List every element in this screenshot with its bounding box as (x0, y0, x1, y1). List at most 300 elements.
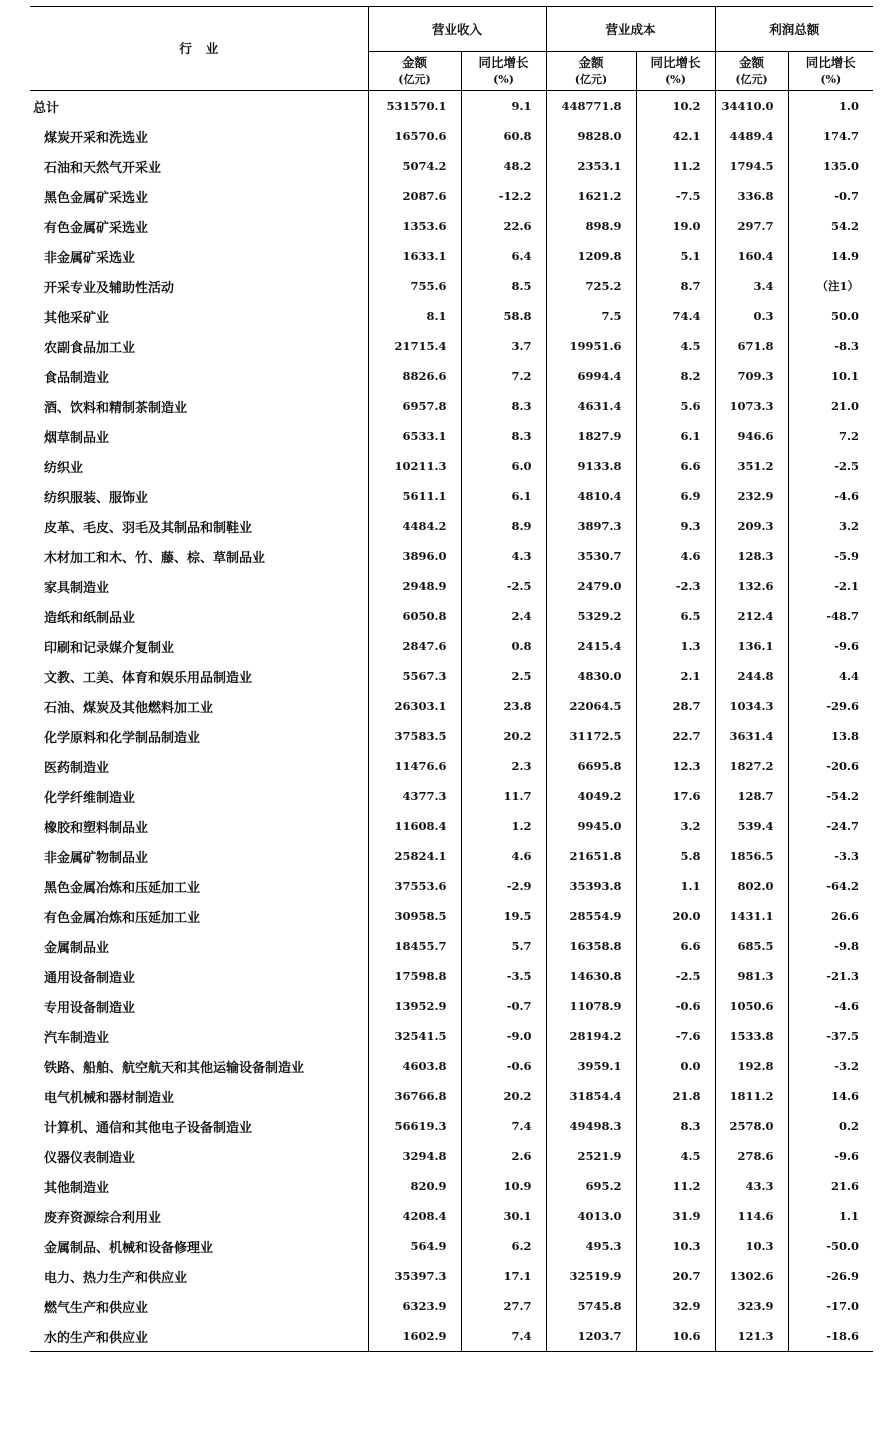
profit-amount-cell: 121.3 (715, 1321, 788, 1352)
table-row (30, 691, 873, 721)
cost-amount-cell: 2353.1 (546, 151, 636, 181)
profit-growth-cell: -26.9 (788, 1261, 873, 1291)
cost-growth-cell: 9.3 (636, 511, 715, 541)
revenue-amount-cell: 564.9 (368, 1231, 461, 1261)
industry-name-cell: 石油、煤炭及其他燃料加工业 (44, 700, 214, 716)
profit-growth-cell: 21.0 (788, 391, 873, 421)
cost-growth-cell: 10.2 (636, 91, 715, 122)
cost-amount-cell: 4830.0 (546, 661, 636, 691)
cost-amount-cell: 1621.2 (546, 181, 636, 211)
revenue-amount-cell: 2087.6 (368, 181, 461, 211)
cost-amount-cell: 5329.2 (546, 601, 636, 631)
profit-growth-cell: 54.2 (788, 211, 873, 241)
revenue-amount-cell: 1353.6 (368, 211, 461, 241)
revenue-amount-cell: 37553.6 (368, 871, 461, 901)
revenue-growth-cell: 7.2 (461, 361, 546, 391)
revenue-amount-cell: 2847.6 (368, 631, 461, 661)
cost-growth-cell: 6.1 (636, 421, 715, 451)
industry-name-cell: 文教、工美、体育和娱乐用品制造业 (44, 670, 253, 686)
profit-group-header: 利润总额 (715, 7, 873, 52)
cost-amount-cell: 2415.4 (546, 631, 636, 661)
revenue-growth-cell: 20.2 (461, 1081, 546, 1111)
profit-growth-cell: 0.2 (788, 1111, 873, 1141)
revenue-growth-cell: 6.1 (461, 481, 546, 511)
cost-amount-cell: 2479.0 (546, 571, 636, 601)
table-row (30, 811, 873, 841)
revenue-growth-cell: 0.8 (461, 631, 546, 661)
revenue-growth-cell: -0.7 (461, 991, 546, 1021)
profit-growth-cell: 26.6 (788, 901, 873, 931)
cost-amount-cell: 3530.7 (546, 541, 636, 571)
revenue-amount-cell: 4484.2 (368, 511, 461, 541)
cost-growth-cell: 6.9 (636, 481, 715, 511)
table-row (30, 841, 873, 871)
profit-amount-cell: 114.6 (715, 1201, 788, 1231)
cost-growth-cell: 4.5 (636, 1141, 715, 1171)
industry-name-cell: 铁路、船舶、航空航天和其他运输设备制造业 (44, 1060, 305, 1076)
profit-amount-cell: 3631.4 (715, 721, 788, 751)
industry-name-cell: 水的生产和供应业 (30, 1321, 368, 1352)
revenue-growth-header: 同比增长 (%) (461, 52, 546, 91)
revenue-growth-cell: 1.2 (461, 811, 546, 841)
table-row (30, 1021, 873, 1051)
profit-growth-cell: 14.9 (788, 241, 873, 271)
industry-name-cell: 纺织业 (44, 460, 84, 476)
cost-amount-cell: 21651.8 (546, 841, 636, 871)
profit-amount-cell: 1302.6 (715, 1261, 788, 1291)
industry-name-cell: 非金属矿采选业 (44, 250, 136, 266)
profit-growth-cell: 13.8 (788, 721, 873, 751)
profit-amount-cell: 132.6 (715, 571, 788, 601)
revenue-amount-cell: 5611.1 (368, 481, 461, 511)
cost-amount-cell: 495.3 (546, 1231, 636, 1261)
cost-amount-cell: 448771.8 (546, 91, 636, 122)
cost-growth-cell: 8.2 (636, 361, 715, 391)
profit-amount-header: 金额 (亿元) (715, 52, 788, 91)
profit-amount-cell: 1827.2 (715, 751, 788, 781)
industry-name-cell: 纺织服装、服饰业 (44, 490, 149, 506)
table-row (30, 511, 873, 541)
header-row-groups (30, 7, 873, 52)
revenue-growth-cell: 8.3 (461, 421, 546, 451)
industry-name-cell: 总计 (33, 100, 60, 116)
profit-growth-cell: 3.2 (788, 511, 873, 541)
cost-amount-cell: 9828.0 (546, 121, 636, 151)
profit-growth-cell: -9.6 (788, 1141, 873, 1171)
revenue-growth-cell: 17.1 (461, 1261, 546, 1291)
cost-growth-cell: 3.2 (636, 811, 715, 841)
industry-name-cell: 开采专业及辅助性活动 (44, 280, 175, 296)
profit-amount-cell: 1856.5 (715, 841, 788, 871)
revenue-amount-cell: 3896.0 (368, 541, 461, 571)
table-row (30, 391, 873, 421)
profit-amount-cell: 297.7 (715, 211, 788, 241)
revenue-amount-cell: 4603.8 (368, 1051, 461, 1081)
cost-amount-cell: 4810.4 (546, 481, 636, 511)
table-row (30, 181, 873, 211)
profit-growth-cell: -9.8 (788, 931, 873, 961)
industry-name-cell: 金属制品业 (44, 940, 110, 956)
profit-growth-cell: -4.6 (788, 991, 873, 1021)
cost-amount-cell: 35393.8 (546, 871, 636, 901)
table-body (30, 91, 873, 1352)
cost-growth-cell: 5.6 (636, 391, 715, 421)
industry-name-cell: 印刷和记录媒介复制业 (44, 640, 175, 656)
cost-growth-cell: 31.9 (636, 1201, 715, 1231)
cost-growth-cell: 10.3 (636, 1231, 715, 1261)
industry-name-cell: 木材加工和木、竹、藤、棕、草制品业 (44, 550, 266, 566)
cost-growth-cell: 1.1 (636, 871, 715, 901)
table-row (30, 1201, 873, 1231)
table-row (30, 271, 873, 301)
profit-amount-cell: 34410.0 (715, 91, 788, 122)
profit-growth-cell: 50.0 (788, 301, 873, 331)
cost-growth-cell: -0.6 (636, 991, 715, 1021)
cost-amount-cell: 2521.9 (546, 1141, 636, 1171)
industry-name-cell: 农副食品加工业 (44, 340, 136, 356)
revenue-growth-cell: 7.4 (461, 1111, 546, 1141)
revenue-growth-cell: 2.6 (461, 1141, 546, 1171)
profit-amount-cell: 685.5 (715, 931, 788, 961)
industry-name-cell: 废弃资源综合利用业 (44, 1210, 162, 1226)
cost-growth-cell: 1.3 (636, 631, 715, 661)
revenue-growth-cell: 20.2 (461, 721, 546, 751)
profit-amount-cell: 232.9 (715, 481, 788, 511)
profit-growth-cell: （注1） (788, 271, 873, 301)
cost-growth-cell: 11.2 (636, 151, 715, 181)
profit-amount-cell: 1073.3 (715, 391, 788, 421)
revenue-growth-cell: 60.8 (461, 121, 546, 151)
revenue-amount-cell: 4208.4 (368, 1201, 461, 1231)
revenue-growth-cell: 7.4 (461, 1321, 546, 1352)
table-row (30, 541, 873, 571)
cost-growth-cell: 8.3 (636, 1111, 715, 1141)
profit-amount-cell: 1431.1 (715, 901, 788, 931)
table-row (30, 631, 873, 661)
cost-amount-cell: 9133.8 (546, 451, 636, 481)
revenue-amount-cell: 21715.4 (368, 331, 461, 361)
profit-growth-cell: 1.1 (788, 1201, 873, 1231)
cost-amount-cell: 31854.4 (546, 1081, 636, 1111)
profit-amount-cell: 128.3 (715, 541, 788, 571)
table-row (30, 571, 873, 601)
profit-amount-cell: 1050.6 (715, 991, 788, 1021)
profit-growth-cell: 7.2 (788, 421, 873, 451)
profit-amount-cell: 2578.0 (715, 1111, 788, 1141)
profit-amount-cell: 1034.3 (715, 691, 788, 721)
cost-growth-cell: 20.0 (636, 901, 715, 931)
profit-growth-cell: -37.5 (788, 1021, 873, 1051)
profit-amount-cell: 136.1 (715, 631, 788, 661)
cost-growth-cell: 21.8 (636, 1081, 715, 1111)
cost-growth-header: 同比增长 (%) (636, 52, 715, 91)
cost-growth-cell: 10.6 (636, 1321, 715, 1352)
table-row (30, 1141, 873, 1171)
revenue-growth-cell: -0.6 (461, 1051, 546, 1081)
cost-amount-cell: 898.9 (546, 211, 636, 241)
industry-name-cell: 专用设备制造业 (44, 1000, 136, 1016)
profit-amount-cell: 323.9 (715, 1291, 788, 1321)
cost-amount-cell: 4631.4 (546, 391, 636, 421)
industry-statistics-table (30, 6, 873, 1352)
revenue-amount-cell: 56619.3 (368, 1111, 461, 1141)
revenue-amount-cell: 6323.9 (368, 1291, 461, 1321)
revenue-amount-cell: 5567.3 (368, 661, 461, 691)
revenue-growth-cell: 48.2 (461, 151, 546, 181)
cost-growth-cell: 20.7 (636, 1261, 715, 1291)
revenue-growth-cell: -12.2 (461, 181, 546, 211)
revenue-amount-cell: 3294.8 (368, 1141, 461, 1171)
cost-growth-cell: -7.6 (636, 1021, 715, 1051)
cost-amount-cell: 1209.8 (546, 241, 636, 271)
profit-growth-cell: -54.2 (788, 781, 873, 811)
cost-growth-cell: 74.4 (636, 301, 715, 331)
profit-growth-cell: -50.0 (788, 1231, 873, 1261)
revenue-growth-cell: 23.8 (461, 691, 546, 721)
revenue-growth-cell: 8.9 (461, 511, 546, 541)
cost-growth-cell: 0.0 (636, 1051, 715, 1081)
industry-name-cell: 电气机械和器材制造业 (44, 1090, 175, 1106)
cost-growth-cell: 32.9 (636, 1291, 715, 1321)
revenue-amount-cell: 25824.1 (368, 841, 461, 871)
cost-growth-cell: 8.7 (636, 271, 715, 301)
profit-growth-cell: 14.6 (788, 1081, 873, 1111)
cost-amount-cell: 6994.4 (546, 361, 636, 391)
revenue-growth-cell: -2.9 (461, 871, 546, 901)
revenue-growth-cell: 10.9 (461, 1171, 546, 1201)
cost-growth-cell: 28.7 (636, 691, 715, 721)
cost-amount-cell: 14630.8 (546, 961, 636, 991)
profit-amount-cell: 4489.4 (715, 121, 788, 151)
profit-amount-cell: 946.6 (715, 421, 788, 451)
revenue-amount-cell: 531570.1 (368, 91, 461, 122)
cost-growth-cell: 5.8 (636, 841, 715, 871)
cost-amount-header: 金额 (亿元) (546, 52, 636, 91)
table-row (30, 451, 873, 481)
revenue-growth-cell: 5.7 (461, 931, 546, 961)
revenue-growth-cell: 9.1 (461, 91, 546, 122)
table-row (30, 211, 873, 241)
cost-amount-cell: 32519.9 (546, 1261, 636, 1291)
industry-name-cell: 黑色金属矿采选业 (44, 190, 149, 206)
revenue-growth-cell: 2.3 (461, 751, 546, 781)
cost-growth-cell: 5.1 (636, 241, 715, 271)
cost-growth-cell: -2.3 (636, 571, 715, 601)
revenue-amount-cell: 755.6 (368, 271, 461, 301)
cost-amount-cell: 695.2 (546, 1171, 636, 1201)
revenue-growth-cell: 6.2 (461, 1231, 546, 1261)
revenue-amount-cell: 6050.8 (368, 601, 461, 631)
cost-amount-cell: 16358.8 (546, 931, 636, 961)
profit-amount-cell: 336.8 (715, 181, 788, 211)
industry-name-cell: 医药制造业 (44, 760, 110, 776)
cost-growth-cell: 4.6 (636, 541, 715, 571)
revenue-growth-cell: 4.3 (461, 541, 546, 571)
table-row (30, 601, 873, 631)
profit-growth-cell: -64.2 (788, 871, 873, 901)
profit-growth-cell: -3.3 (788, 841, 873, 871)
cost-amount-cell: 6695.8 (546, 751, 636, 781)
cost-growth-cell: 6.6 (636, 451, 715, 481)
cost-amount-cell: 725.2 (546, 271, 636, 301)
table-row (30, 871, 873, 901)
revenue-group-header: 营业收入 (368, 7, 546, 52)
profit-growth-cell: -2.5 (788, 451, 873, 481)
profit-growth-cell: -18.6 (788, 1321, 873, 1352)
cost-amount-cell: 49498.3 (546, 1111, 636, 1141)
cost-amount-cell: 1203.7 (546, 1321, 636, 1352)
revenue-amount-cell: 35397.3 (368, 1261, 461, 1291)
table-row (30, 1321, 873, 1352)
cost-amount-cell: 28194.2 (546, 1021, 636, 1051)
revenue-amount-cell: 8.1 (368, 301, 461, 331)
revenue-amount-cell: 26303.1 (368, 691, 461, 721)
cost-amount-cell: 31172.5 (546, 721, 636, 751)
profit-amount-cell: 160.4 (715, 241, 788, 271)
profit-growth-cell: 21.6 (788, 1171, 873, 1201)
profit-amount-cell: 1533.8 (715, 1021, 788, 1051)
cost-amount-cell: 1827.9 (546, 421, 636, 451)
revenue-amount-cell: 5074.2 (368, 151, 461, 181)
revenue-amount-cell: 11608.4 (368, 811, 461, 841)
industry-name-cell: 家具制造业 (44, 580, 110, 596)
table-row (30, 961, 873, 991)
revenue-growth-cell: 4.6 (461, 841, 546, 871)
cost-growth-cell: 11.2 (636, 1171, 715, 1201)
revenue-amount-cell: 13952.9 (368, 991, 461, 1021)
revenue-growth-cell: -3.5 (461, 961, 546, 991)
table-row (30, 751, 873, 781)
revenue-amount-cell: 2948.9 (368, 571, 461, 601)
table-row (30, 661, 873, 691)
revenue-amount-cell: 6957.8 (368, 391, 461, 421)
revenue-growth-cell: 8.3 (461, 391, 546, 421)
revenue-amount-cell: 32541.5 (368, 1021, 461, 1051)
table-row (30, 1291, 873, 1321)
profit-growth-cell: -5.9 (788, 541, 873, 571)
revenue-amount-cell: 11476.6 (368, 751, 461, 781)
revenue-amount-cell: 37583.5 (368, 721, 461, 751)
industry-name-cell: 汽车制造业 (44, 1030, 110, 1046)
industry-header: 行业 (30, 7, 368, 91)
total-row (30, 91, 873, 122)
cost-amount-cell: 7.5 (546, 301, 636, 331)
revenue-amount-cell: 8826.6 (368, 361, 461, 391)
profit-amount-cell: 43.3 (715, 1171, 788, 1201)
profit-growth-cell: 135.0 (788, 151, 873, 181)
cost-amount-cell: 22064.5 (546, 691, 636, 721)
profit-growth-header: 同比增长 (%) (788, 52, 873, 91)
profit-amount-cell: 10.3 (715, 1231, 788, 1261)
industry-statistics-table-wrapper (30, 6, 873, 1352)
revenue-growth-cell: 30.1 (461, 1201, 546, 1231)
table-row (30, 361, 873, 391)
profit-growth-cell: -2.1 (788, 571, 873, 601)
industry-name-cell: 化学纤维制造业 (44, 790, 136, 806)
profit-growth-cell: -9.6 (788, 631, 873, 661)
profit-amount-cell: 209.3 (715, 511, 788, 541)
profit-growth-cell: -0.7 (788, 181, 873, 211)
profit-amount-cell: 1811.2 (715, 1081, 788, 1111)
table-row (30, 1231, 873, 1261)
revenue-growth-cell: 3.7 (461, 331, 546, 361)
cost-amount-cell: 4013.0 (546, 1201, 636, 1231)
cost-growth-cell: 2.1 (636, 661, 715, 691)
profit-amount-cell: 709.3 (715, 361, 788, 391)
industry-name-cell: 通用设备制造业 (44, 970, 136, 986)
revenue-growth-cell: 2.4 (461, 601, 546, 631)
table-row (30, 1171, 873, 1201)
cost-amount-cell: 3959.1 (546, 1051, 636, 1081)
cost-growth-cell: 22.7 (636, 721, 715, 751)
revenue-growth-cell: 58.8 (461, 301, 546, 331)
cost-growth-cell: 4.5 (636, 331, 715, 361)
profit-amount-cell: 278.6 (715, 1141, 788, 1171)
revenue-growth-cell: 27.7 (461, 1291, 546, 1321)
profit-amount-cell: 539.4 (715, 811, 788, 841)
table-row (30, 331, 873, 361)
profit-growth-cell: 1.0 (788, 91, 873, 122)
industry-name-cell: 酒、饮料和精制茶制造业 (44, 400, 188, 416)
revenue-amount-cell: 1602.9 (368, 1321, 461, 1352)
profit-amount-cell: 212.4 (715, 601, 788, 631)
revenue-amount-cell: 30958.5 (368, 901, 461, 931)
industry-name-cell: 黑色金属冶炼和压延加工业 (44, 880, 201, 896)
industry-name-cell: 有色金属矿采选业 (44, 220, 149, 236)
profit-growth-cell: -4.6 (788, 481, 873, 511)
revenue-amount-cell: 6533.1 (368, 421, 461, 451)
table-row (30, 1261, 873, 1291)
revenue-growth-cell: 8.5 (461, 271, 546, 301)
profit-growth-cell: 10.1 (788, 361, 873, 391)
cost-amount-cell: 3897.3 (546, 511, 636, 541)
cost-growth-cell: 17.6 (636, 781, 715, 811)
profit-growth-cell: 174.7 (788, 121, 873, 151)
revenue-growth-cell: 6.4 (461, 241, 546, 271)
industry-name-cell: 食品制造业 (44, 370, 110, 386)
industry-name-cell: 计算机、通信和其他电子设备制造业 (44, 1120, 253, 1136)
profit-amount-cell: 981.3 (715, 961, 788, 991)
revenue-growth-cell: 6.0 (461, 451, 546, 481)
table-row (30, 1051, 873, 1081)
profit-growth-cell: -29.6 (788, 691, 873, 721)
profit-growth-cell: -17.0 (788, 1291, 873, 1321)
table-header (30, 7, 873, 91)
cost-growth-cell: 6.6 (636, 931, 715, 961)
industry-name-cell: 皮革、毛皮、羽毛及其制品和制鞋业 (44, 520, 253, 536)
profit-amount-cell: 0.3 (715, 301, 788, 331)
profit-amount-cell: 802.0 (715, 871, 788, 901)
profit-amount-cell: 351.2 (715, 451, 788, 481)
cost-growth-cell: 19.0 (636, 211, 715, 241)
cost-amount-cell: 9945.0 (546, 811, 636, 841)
cost-amount-cell: 19951.6 (546, 331, 636, 361)
profit-growth-cell: -20.6 (788, 751, 873, 781)
industry-name-cell: 化学原料和化学制品制造业 (44, 730, 201, 746)
cost-growth-cell: -2.5 (636, 961, 715, 991)
industry-name-cell: 燃气生产和供应业 (44, 1300, 149, 1316)
revenue-amount-cell: 36766.8 (368, 1081, 461, 1111)
revenue-growth-cell: 11.7 (461, 781, 546, 811)
table-row (30, 481, 873, 511)
table-row (30, 121, 873, 151)
cost-amount-cell: 11078.9 (546, 991, 636, 1021)
profit-amount-cell: 128.7 (715, 781, 788, 811)
revenue-growth-cell: 19.5 (461, 901, 546, 931)
revenue-growth-cell: 22.6 (461, 211, 546, 241)
industry-name-cell: 其他制造业 (44, 1180, 110, 1196)
profit-growth-cell: -3.2 (788, 1051, 873, 1081)
